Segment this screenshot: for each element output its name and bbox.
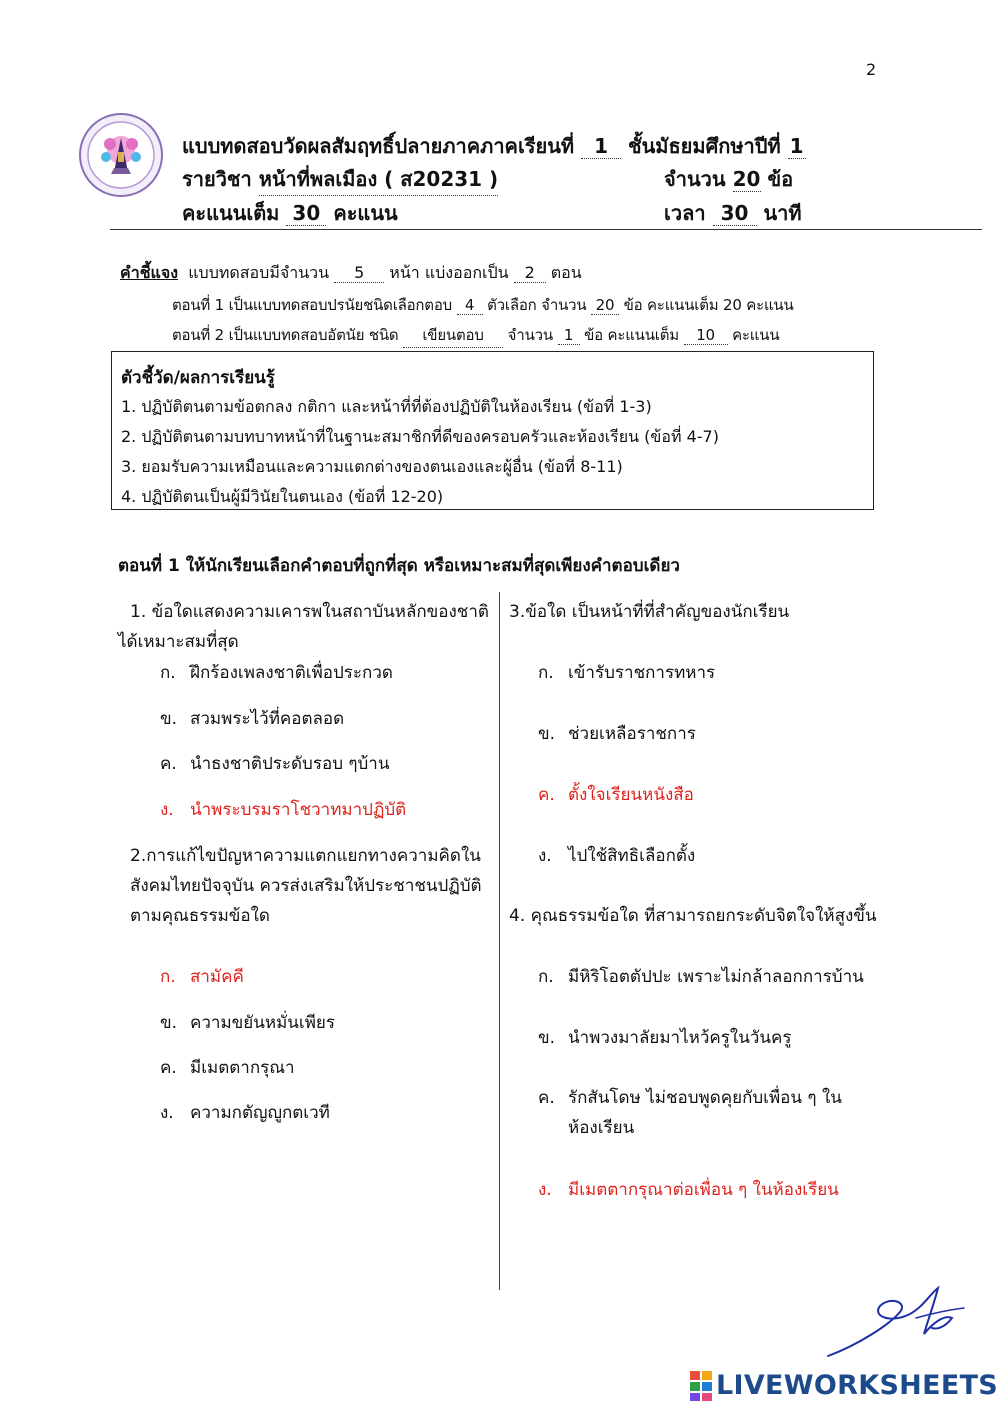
part1-choices: 4	[457, 296, 483, 315]
option-letter: ข.	[538, 1028, 556, 1048]
option-text: มีเมตตากรุณา	[190, 1058, 295, 1078]
q4-option-a[interactable]	[538, 963, 864, 990]
option-letter: ก.	[160, 663, 176, 683]
exam-title: แบบทดสอบวัดผลสัมฤทธิ์ปลายภาคภาคเรียนที่	[182, 134, 575, 158]
option-letter: ข.	[538, 724, 556, 744]
q4-option-c[interactable]	[538, 1084, 842, 1111]
subject-value: หน้าที่พลเมือง ( ส20231 )	[259, 163, 498, 196]
instructions-title: คำชี้แจง	[120, 263, 179, 282]
q4-option-c-line-2: ห้องเรียน	[568, 1118, 635, 1138]
part2-text-c: ข้อ คะแนนเต็ม	[584, 326, 679, 344]
option-letter: ง.	[160, 800, 174, 820]
section-title: ตอนที่ 1 ให้นักเรียนเลือกคำตอบที่ถูกที่สุด หรือเหมาะสมที่สุดเพียงคำตอบเดียว	[118, 556, 680, 576]
count-label: จำนวน	[664, 167, 726, 191]
option-letter: ง.	[538, 1180, 552, 1200]
part2-score: 10	[684, 326, 728, 345]
option-text: ความกตัญญูกตเวที	[190, 1103, 330, 1123]
question-3-line-1: 3.ข้อใด เป็นหน้าที่ที่สำคัญของนักเรียน	[509, 602, 790, 622]
part2-text-d: คะแนน	[732, 326, 780, 344]
option-text: มีหิริโอตตัปปะ เพราะไม่กล้าลอกการบ้าน	[568, 967, 864, 987]
option-text: ตั้งใจเรียนหนังสือ	[568, 785, 694, 805]
score-label: คะแนนเต็ม	[182, 201, 280, 225]
option-letter: ก.	[538, 967, 554, 987]
q1-option-a[interactable]	[160, 659, 393, 686]
time-unit: นาที	[763, 201, 802, 225]
school-logo	[78, 112, 164, 198]
semester-value: 1	[581, 134, 621, 159]
indicators-box	[111, 351, 874, 510]
option-text: สามัคคี	[190, 967, 244, 987]
q1-option-d-answer[interactable]	[160, 796, 406, 823]
count-value: 20	[732, 167, 761, 191]
option-text: รักสันโดษ ไม่ชอบพูดคุยกับเพื่อน ๆ ใน	[568, 1088, 842, 1108]
option-letter: ง.	[538, 846, 552, 866]
question-1-line-2: ได้เหมาะสมที่สุด	[118, 632, 239, 652]
option-text: ความขยันหมั่นเพียร	[190, 1013, 336, 1033]
parts-value: 2	[514, 263, 546, 283]
count-line	[664, 163, 793, 195]
instructions-part-2	[172, 323, 779, 348]
column-divider	[499, 592, 500, 1290]
option-text: ฝึกร้องเพลงชาติเพื่อประกวด	[190, 663, 393, 683]
q2-option-a-answer[interactable]	[160, 963, 244, 990]
liveworksheets-brand	[690, 1370, 998, 1401]
count-unit: ข้อ	[767, 167, 794, 191]
part1-count: 20	[591, 296, 619, 315]
brand-name: LIVEWORKSHEETS	[716, 1370, 999, 1401]
option-letter: ค.	[160, 754, 177, 774]
grade-label: ชั้นมัธยมศึกษาปีที่	[628, 134, 781, 158]
indicator-item: 2. ปฏิบัติตนตามบทบาทหน้าที่ในฐานะสมาชิกที่ดีของครอบครัวและห้องเรียน (ข้อที่ 4-7)	[121, 427, 719, 446]
option-letter: ง.	[160, 1103, 174, 1123]
indicator-item: 4. ปฏิบัติตนเป็นผู้มีวินัยในตนเอง (ข้อที่ 12-20)	[121, 487, 444, 506]
signature-image	[820, 1284, 970, 1364]
option-text: มีเมตตากรุณาต่อเพื่อน ๆ ในห้องเรียน	[568, 1180, 839, 1200]
part1-text-a: ตอนที่ 1 เป็นแบบทดสอบปรนัยชนิดเลือกตอบ	[172, 296, 452, 314]
part1-text-b: ตัวเลือก จำนวน	[487, 296, 587, 314]
instr-text-a: แบบทดสอบมีจำนวน	[188, 263, 330, 282]
option-letter: ก.	[160, 967, 176, 987]
header-line-1	[182, 130, 806, 162]
option-letter: ค.	[160, 1058, 177, 1078]
instructions-part-1	[172, 293, 794, 317]
part2-type: เขียนตอบ	[403, 323, 503, 348]
option-letter: ค.	[538, 785, 555, 805]
grade-value: 1	[788, 134, 806, 159]
instr-text-b: หน้า แบ่งออกเป็น	[389, 263, 509, 282]
indicator-item: 1. ปฏิบัติตนตามข้อตกลง กติกา และหน้าที่ที่ต้องปฏิบัติในห้องเรียน (ข้อที่ 1-3)	[121, 397, 652, 416]
question-2-line-2: สังคมไทยปัจจุบัน ควรส่งเสริมให้ประชาชนปฏิบัติ	[130, 876, 482, 896]
option-text: ช่วยเหลือราชการ	[568, 724, 696, 744]
option-text: นำธงชาติประดับรอบ ๆบ้าน	[190, 754, 390, 774]
part2-text-a: ตอนที่ 2 เป็นแบบทดสอบอัตนัย ชนิด	[172, 326, 399, 344]
instr-text-c: ตอน	[550, 263, 582, 282]
question-2-line-3: ตามคุณธรรมข้อใด	[130, 906, 270, 926]
instructions-line-1	[120, 261, 582, 286]
subject-label: รายวิชา	[182, 167, 252, 191]
pages-value: 5	[334, 263, 384, 283]
subject-line	[182, 163, 498, 196]
part2-text-b: จำนวน	[507, 326, 553, 344]
q4-option-d-answer[interactable]	[538, 1176, 839, 1203]
option-letter: ข.	[160, 709, 178, 729]
option-text: นำพระบรมราโชวาทมาปฏิบัติ	[190, 800, 407, 820]
option-text: เข้ารับราชการทหาร	[568, 663, 716, 683]
q2-option-b[interactable]	[160, 1009, 335, 1036]
q3-option-d[interactable]	[538, 842, 695, 869]
q4-option-b[interactable]	[538, 1024, 792, 1051]
header-divider	[110, 229, 982, 230]
option-text: สวมพระไว้ที่คอตลอด	[190, 709, 345, 729]
score-value: 30	[286, 201, 326, 226]
option-letter: ก.	[538, 663, 554, 683]
q1-option-c[interactable]	[160, 750, 389, 777]
score-unit: คะแนน	[333, 201, 398, 225]
indicators-title: ตัวชี้วัด/ผลการเรียนรู้	[121, 368, 275, 388]
q2-option-c[interactable]	[160, 1054, 295, 1081]
indicator-item: 3. ยอมรับความเหมือนและความแตกต่างของตนเองและผู้อื่น (ข้อที่ 8-11)	[121, 457, 623, 476]
time-value: 30	[713, 201, 757, 226]
q2-option-d[interactable]	[160, 1099, 330, 1126]
option-text: ไปใช้สิทธิเลือกตั้ง	[568, 846, 696, 866]
q3-option-b[interactable]	[538, 720, 696, 747]
q3-option-a[interactable]	[538, 659, 715, 686]
score-line	[182, 197, 398, 229]
q1-option-b[interactable]	[160, 705, 344, 732]
q3-option-c-answer[interactable]	[538, 781, 694, 808]
part2-count: 1	[558, 326, 580, 345]
option-text: นำพวงมาลัยมาไหว้ครูในวันครู	[568, 1028, 792, 1048]
part1-text-c: ข้อ คะแนนเต็ม 20 คะแนน	[623, 296, 794, 314]
question-1-line-1: 1. ข้อใดแสดงความเคารพในสถาบันหลักของชาติ	[130, 602, 489, 622]
time-line	[664, 197, 802, 229]
question-4-line-1: 4. คุณธรรมข้อใด ที่สามารถยกระดับจิตใจให้สูงขึ้น	[509, 906, 877, 926]
option-letter: ข.	[160, 1013, 178, 1033]
liveworksheets-logo-icon	[690, 1371, 712, 1401]
option-letter: ค.	[538, 1088, 555, 1108]
question-2-line-1: 2.การแก้ไขปัญหาความแตกแยกทางความคิดใน	[130, 846, 481, 866]
page-number: 2	[866, 60, 877, 79]
time-label: เวลา	[664, 201, 706, 225]
